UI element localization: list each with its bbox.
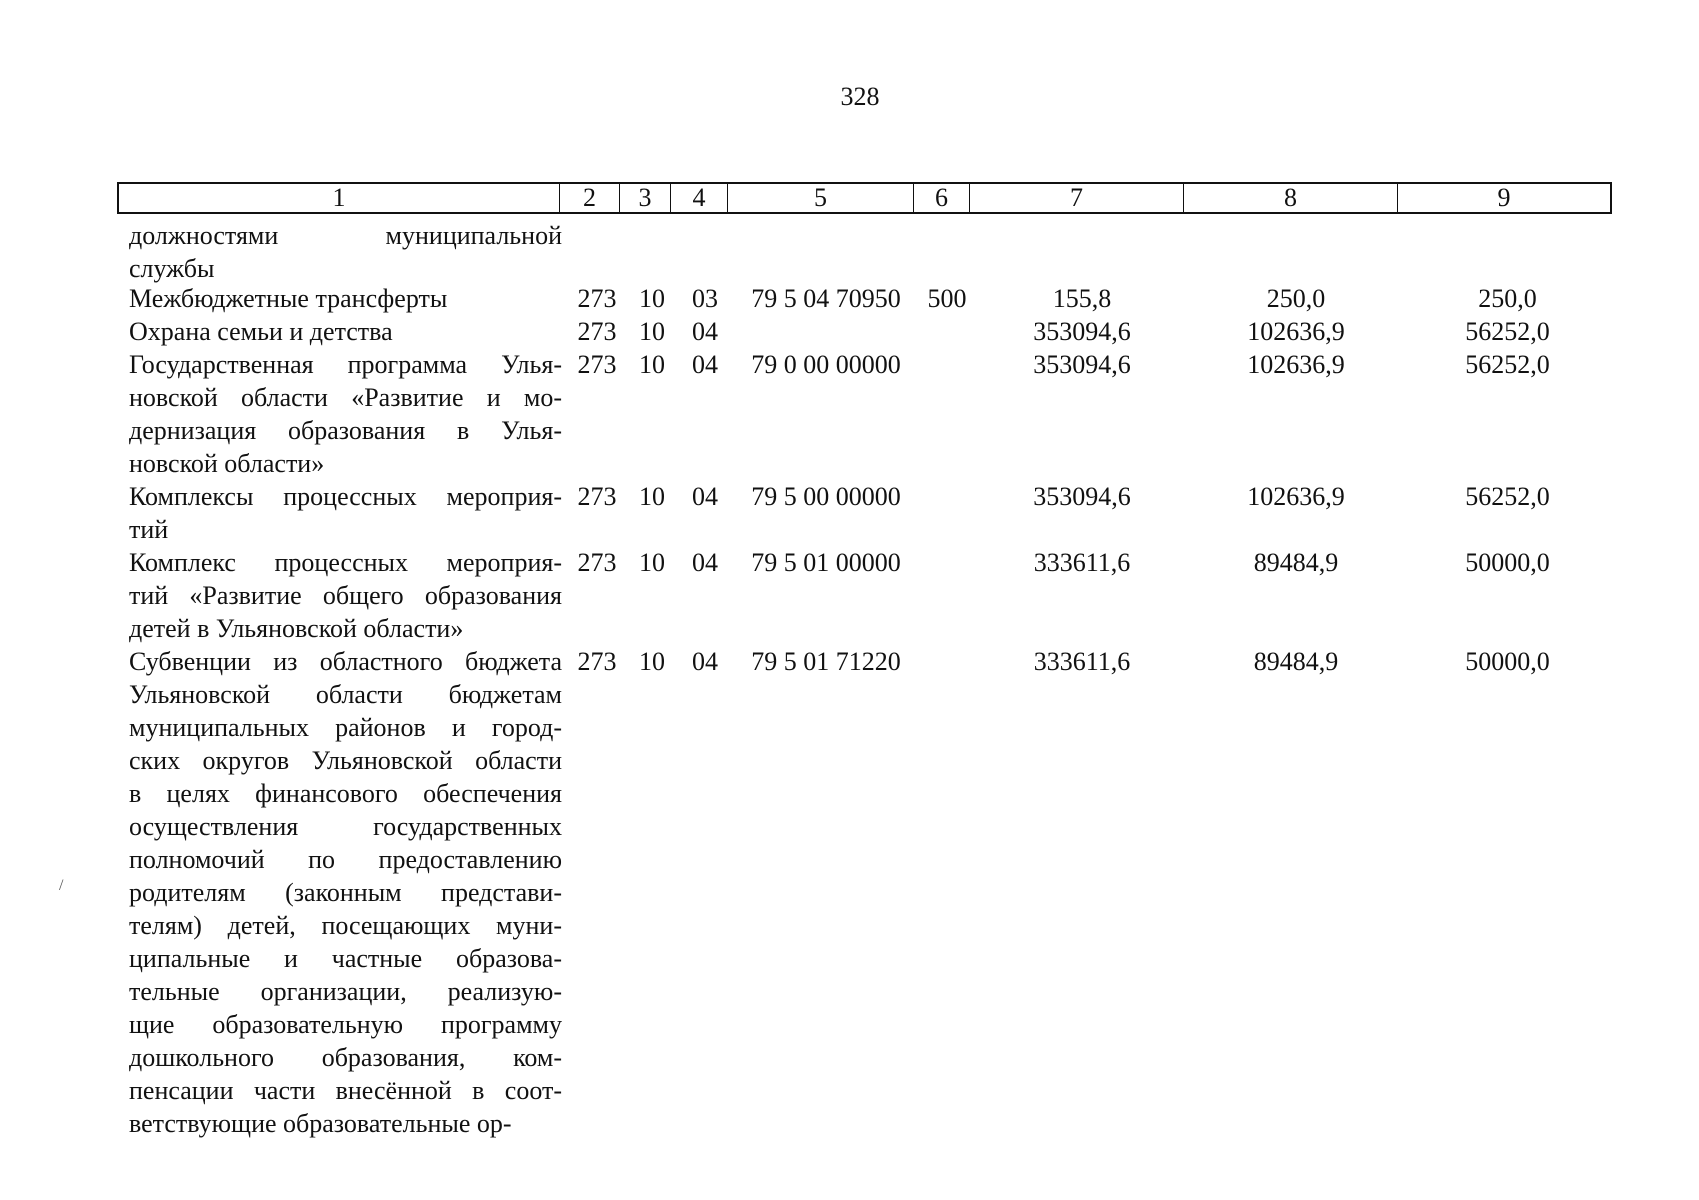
header-cell-9: 9 bbox=[1497, 183, 1511, 212]
cell-col-3: 10 bbox=[639, 647, 665, 676]
row-name-line: тий bbox=[129, 515, 169, 544]
row-name-line: Ульяновской области бюджетам bbox=[129, 680, 562, 709]
row-name-line: ципальные и частные образова- bbox=[129, 944, 562, 973]
cell-col-9: 50000,0 bbox=[1465, 647, 1550, 676]
cell-col-5: 79 5 00 00000 bbox=[751, 482, 901, 511]
cell-col-3: 10 bbox=[639, 317, 665, 346]
cell-col-8: 250,0 bbox=[1266, 284, 1326, 313]
row-name-line: пенсации части внесённой в соот- bbox=[129, 1076, 562, 1105]
cell-col-4: 04 bbox=[692, 350, 718, 379]
row-name-line: службы bbox=[129, 254, 215, 283]
header-cell-5: 5 bbox=[728, 184, 914, 212]
cell-col-3: 10 bbox=[639, 482, 665, 511]
row-name bbox=[129, 480, 562, 546]
cell-col-8: 102636,9 bbox=[1247, 317, 1345, 346]
cell-col-7: 333611,6 bbox=[1033, 647, 1131, 676]
row-name-line: новской области» bbox=[129, 449, 325, 478]
cell-col-9: 56252,0 bbox=[1465, 482, 1550, 511]
cell-col-3: 10 bbox=[639, 548, 665, 577]
row-name-line: новской области «Развитие и мо- bbox=[129, 383, 562, 412]
row-name bbox=[129, 315, 562, 348]
row-name bbox=[129, 546, 562, 645]
row-name-line: тельные организации, реализую- bbox=[129, 977, 562, 1006]
row-name-line: должностями муниципальной bbox=[129, 221, 562, 250]
cell-col-2: 273 bbox=[577, 482, 617, 511]
table-row bbox=[117, 480, 1612, 546]
cell-col-4: 04 bbox=[692, 548, 718, 577]
header-cell-2: 2 bbox=[560, 184, 620, 212]
cell-col-2: 273 bbox=[577, 317, 617, 346]
header-cell-6: 6 bbox=[914, 184, 970, 212]
cell-col-9: 56252,0 bbox=[1465, 317, 1550, 346]
header-cell-3: 3 bbox=[620, 184, 671, 212]
cell-col-9: 56252,0 bbox=[1465, 350, 1550, 379]
row-name-line: муниципальных районов и город- bbox=[129, 713, 562, 742]
row-name-line: ских округов Ульяновской области bbox=[129, 746, 562, 775]
cell-col-8: 89484,9 bbox=[1253, 548, 1339, 577]
cell-col-2: 273 bbox=[577, 350, 617, 379]
cell-col-5: 79 0 00 00000 bbox=[751, 350, 901, 379]
cell-col-3: 10 bbox=[639, 284, 665, 313]
cell-col-4: 04 bbox=[692, 647, 718, 676]
cell-col-2: 273 bbox=[577, 647, 617, 676]
row-name-line: дошкольного образования, ком- bbox=[129, 1043, 562, 1072]
cell-col-3: 10 bbox=[639, 350, 665, 379]
cell-col-5: 79 5 01 00000 bbox=[751, 548, 901, 577]
row-name-line: Межбюджетные трансферты bbox=[129, 284, 448, 313]
page-number: 328 bbox=[840, 82, 880, 111]
header-cell-1: 1 bbox=[119, 184, 560, 212]
row-name-line: осуществления государственных bbox=[129, 812, 562, 841]
cell-col-6: 500 bbox=[927, 284, 967, 313]
row-name-line: Государственная программа Улья- bbox=[129, 350, 562, 379]
cell-col-7: 353094,6 bbox=[1033, 350, 1131, 379]
cell-col-9: 250,0 bbox=[1478, 284, 1537, 313]
cell-col-5: 79 5 04 70950 bbox=[751, 284, 901, 313]
row-name-line: в целях финансового обеспечения bbox=[129, 779, 562, 808]
header-cell-4: 4 bbox=[671, 184, 728, 212]
cell-col-2: 273 bbox=[577, 284, 617, 313]
row-name-line: ветствующие образовательные ор- bbox=[129, 1109, 512, 1138]
cell-col-7: 353094,6 bbox=[1033, 482, 1131, 511]
table-row bbox=[117, 219, 1612, 285]
cell-col-4: 04 bbox=[692, 317, 718, 346]
row-name-line: полномочий по предоставлению bbox=[129, 845, 562, 874]
table-row bbox=[117, 546, 1612, 645]
cell-col-7: 155,8 bbox=[1052, 284, 1112, 313]
cell-col-7: 353094,6 bbox=[1033, 317, 1131, 346]
table-row bbox=[117, 348, 1612, 480]
cell-col-8: 89484,9 bbox=[1253, 647, 1339, 676]
row-name bbox=[129, 219, 562, 285]
row-name bbox=[129, 348, 562, 480]
header-cell-7: 7 bbox=[970, 184, 1184, 212]
stray-mark: / bbox=[59, 877, 64, 894]
row-name-line: родителям (законным представи- bbox=[129, 878, 562, 907]
cell-col-5: 79 5 01 71220 bbox=[751, 647, 901, 676]
cell-col-4: 03 bbox=[692, 284, 718, 313]
table-header-row bbox=[117, 182, 1612, 214]
table-row bbox=[117, 315, 1612, 348]
table-row bbox=[117, 645, 1612, 1140]
cell-col-7: 333611,6 bbox=[1033, 548, 1131, 577]
row-name-line: детей в Ульяновской области» bbox=[129, 614, 464, 643]
row-name-line: телям) детей, посещающих муни- bbox=[129, 911, 562, 940]
row-name-line: щие образовательную программу bbox=[129, 1010, 562, 1039]
cell-col-4: 04 bbox=[692, 482, 718, 511]
cell-col-8: 102636,9 bbox=[1247, 482, 1345, 511]
row-name-line: тий «Развитие общего образования bbox=[129, 581, 562, 610]
row-name-line: Комплексы процессных мероприя- bbox=[129, 482, 562, 511]
table-row bbox=[117, 282, 1612, 315]
row-name-line: Комплекс процессных мероприя- bbox=[129, 548, 562, 577]
cell-col-9: 50000,0 bbox=[1465, 548, 1550, 577]
row-name-line: дернизация образования в Улья- bbox=[129, 416, 562, 445]
cell-col-8: 102636,9 bbox=[1247, 350, 1345, 379]
header-cell-8: 8 bbox=[1184, 184, 1398, 212]
row-name bbox=[129, 645, 562, 1140]
row-name-line: Субвенции из областного бюджета bbox=[129, 647, 562, 676]
row-name bbox=[129, 282, 562, 315]
cell-col-2: 273 bbox=[577, 548, 617, 577]
row-name-line: Охрана семьи и детства bbox=[129, 317, 393, 346]
